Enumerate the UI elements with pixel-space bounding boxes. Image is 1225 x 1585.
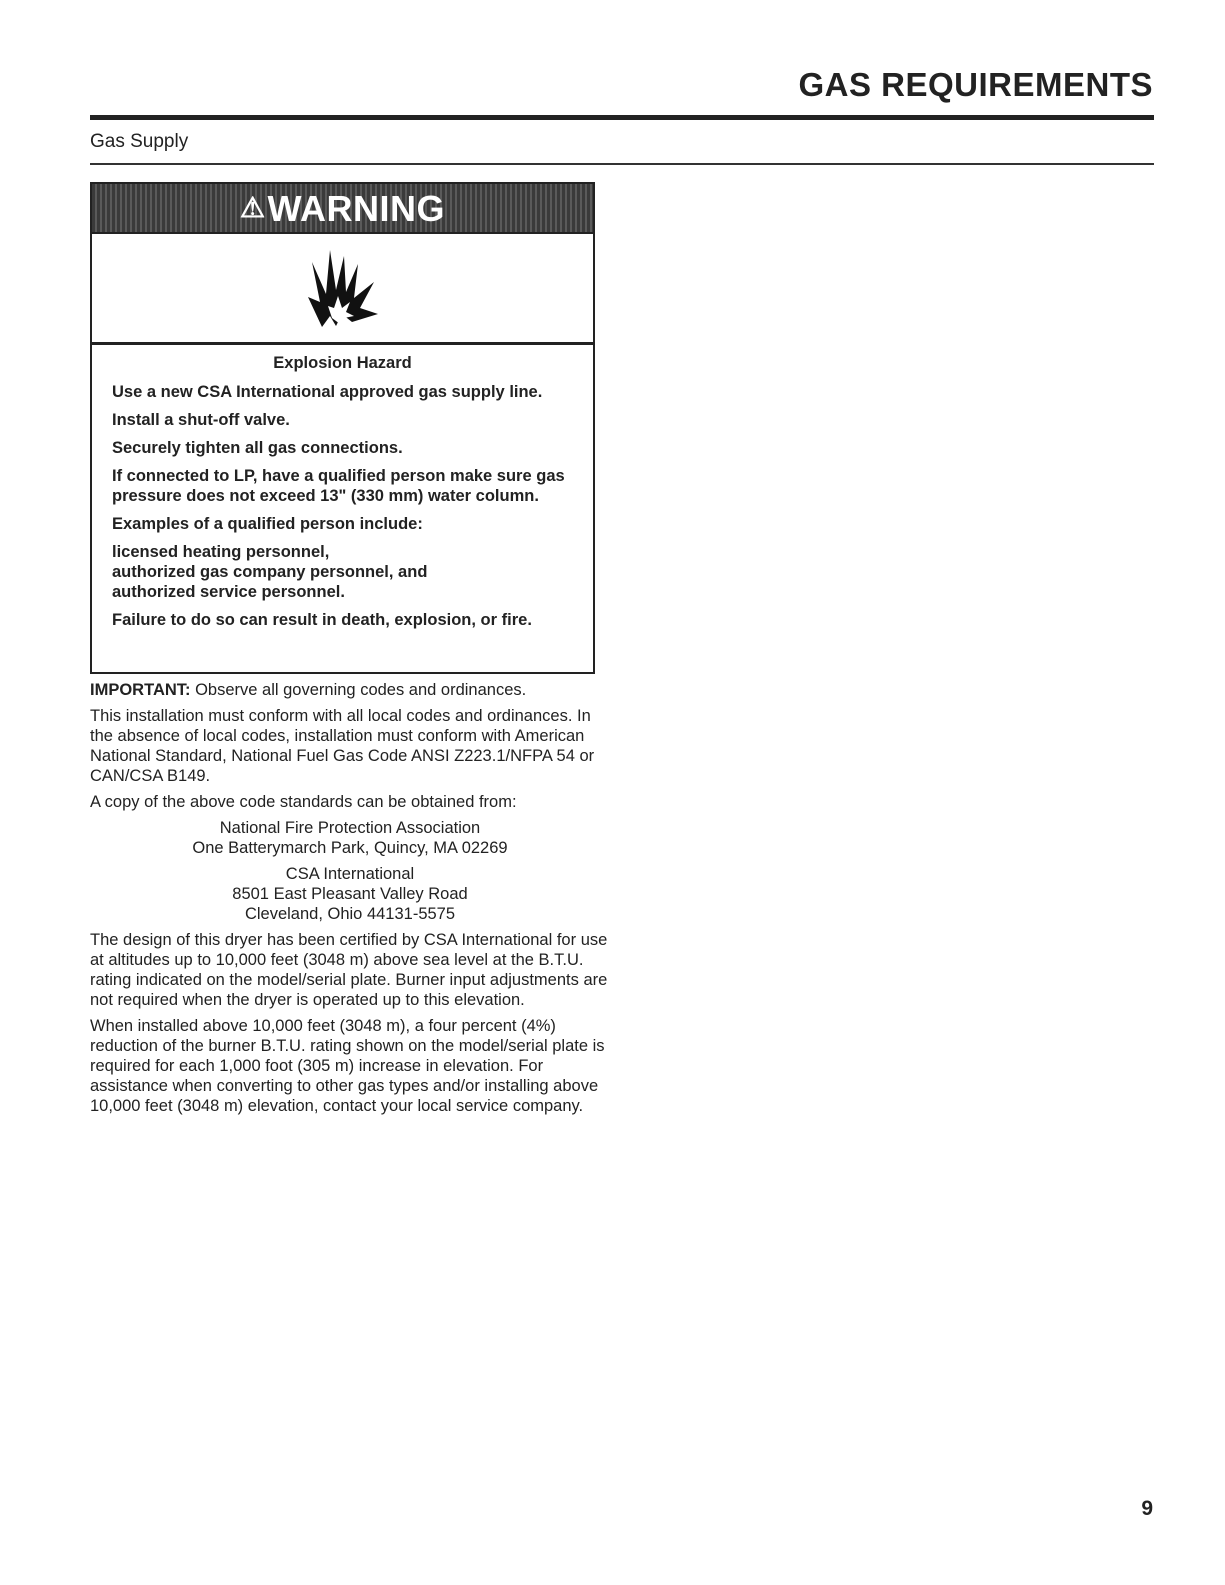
warning-line: authorized service personnel. <box>112 583 345 601</box>
warning-line: Use a new CSA International approved gas supply line. <box>112 383 543 401</box>
header-rule <box>90 115 1154 120</box>
explosion-icon <box>302 242 382 332</box>
section-title: Gas Supply <box>90 131 189 152</box>
address-line: National Fire Protection Association <box>219 819 481 837</box>
warning-triangle-icon: ⚠ <box>239 192 266 223</box>
warning-line: Install a shut-off valve. <box>112 411 290 429</box>
paragraph-codes: This installation must conform with all local codes and ordinances. In the absence of local codes, installation must conform with American National Standard, National Fuel Gas Code ANSI Z223.1/NFPA 54 or CAN/CSA B149. <box>90 707 595 785</box>
warning-line: authorized gas company personnel, and <box>112 563 428 581</box>
section-rule <box>90 163 1154 165</box>
address-nfpa <box>90 818 610 858</box>
paragraph-elevation: When installed above 10,000 feet (3048 m), a four percent (4%) reduction of the burner B.T.U. rating shown on the model/serial plate is required for each 1,000 foot (305 m) increase in elevation. For assistance when converting to other gas types and/or installing above 10,000 feet (3048 m) elevation, contact your local service company. <box>90 1017 605 1115</box>
paragraph-copy: A copy of the above code standards can be obtained from: <box>90 793 517 811</box>
warning-line: Failure to do so can result in death, explosion, or fire. <box>112 611 532 629</box>
important-label: IMPORTANT: <box>90 681 191 699</box>
address-line: CSA International <box>285 865 415 883</box>
address-line: Cleveland, Ohio 44131-5575 <box>244 905 456 923</box>
warning-box <box>90 182 595 674</box>
page-number: 9 <box>1141 1497 1153 1520</box>
warning-line: Examples of a qualified person include: <box>112 515 423 533</box>
address-line: One Batterymarch Park, Quincy, MA 02269 <box>192 839 508 857</box>
page-title: GAS REQUIREMENTS <box>798 66 1153 103</box>
warning-line: Securely tighten all gas connections. <box>112 439 403 457</box>
address-csa <box>90 864 610 924</box>
important-paragraph <box>90 680 610 700</box>
warning-line: If connected to LP, have a qualified person make sure gas pressure does not exceed 13" (330 mm) water column. <box>112 467 565 505</box>
warning-image-area <box>92 234 593 345</box>
body-text <box>90 680 610 1122</box>
hazard-title: Explosion Hazard <box>273 354 412 372</box>
warning-header <box>92 184 593 234</box>
important-text: Observe all governing codes and ordinances. <box>190 681 527 699</box>
address-line: 8501 East Pleasant Valley Road <box>232 885 468 903</box>
paragraph-altitude: The design of this dryer has been certified by CSA International for use at altitudes up to 10,000 feet (3048 m) above sea level at the B.T.U. rating indicated on the model/serial plate. Burner input adjustments are not required when the dryer is operated up to this elevation. <box>90 931 608 1009</box>
warning-line: licensed heating personnel, <box>112 543 330 561</box>
warning-label-text: WARNING <box>267 188 446 229</box>
warning-lines <box>112 382 582 638</box>
warning-label <box>92 188 593 230</box>
